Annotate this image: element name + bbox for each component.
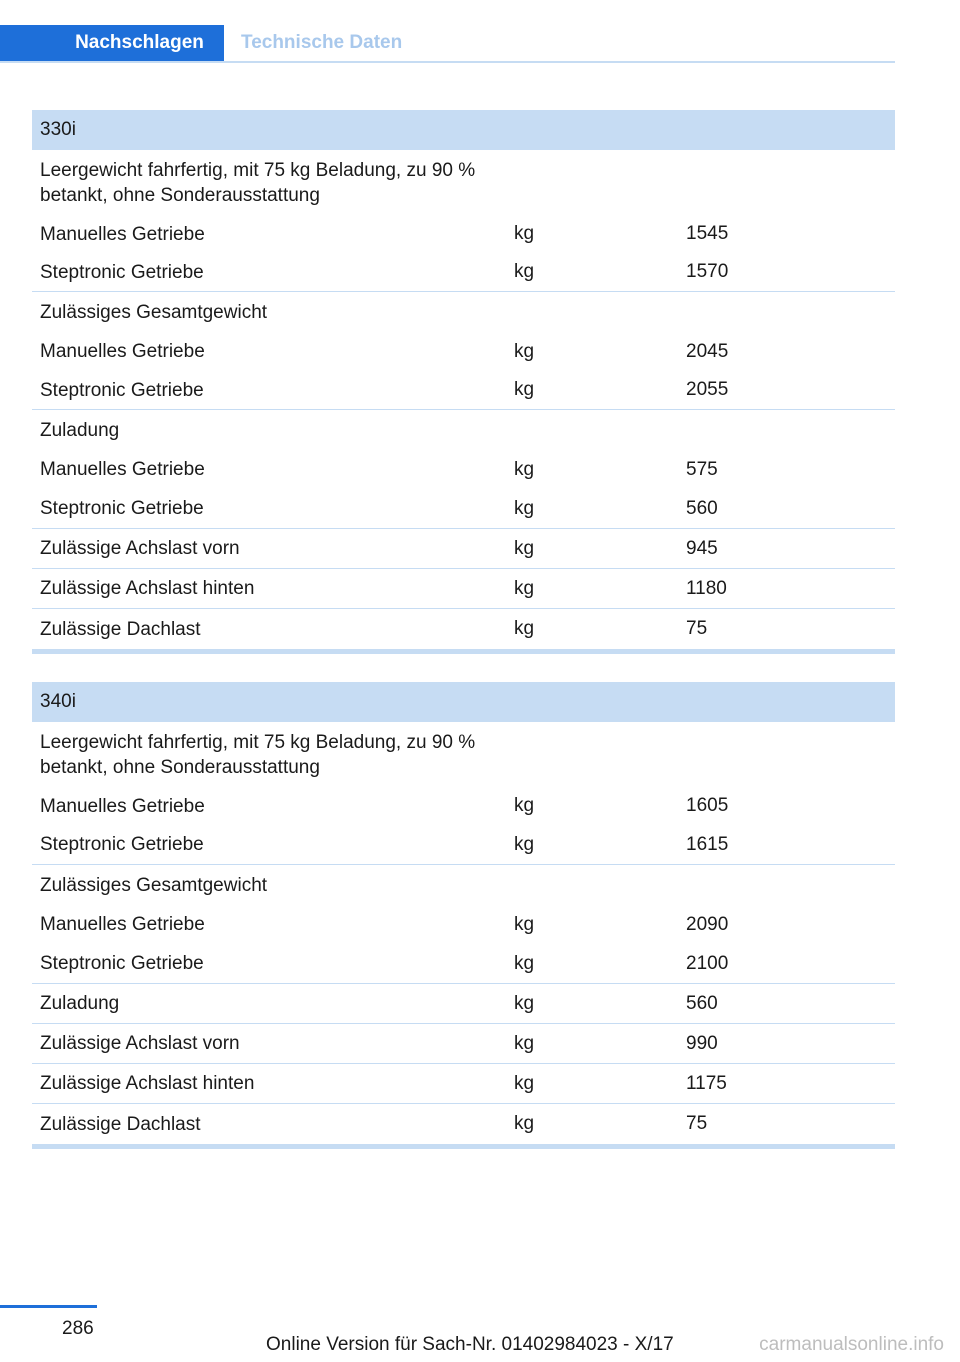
cell-label: Leergewicht fahrfertig, mit 75 kg Beladung, zu 90 % betankt, ohne Sonderausstattung — [40, 731, 476, 778]
cell-unit: kg — [514, 261, 535, 282]
cell-unit: kg — [514, 913, 535, 935]
page-number: 286 — [62, 1318, 94, 1339]
table-row — [32, 410, 895, 450]
table-bottom-rule — [32, 1144, 895, 1149]
table-row — [32, 984, 895, 1024]
cell-value: 575 — [686, 458, 718, 480]
cell-value: 75 — [686, 618, 708, 639]
table-row — [32, 292, 895, 332]
table-title: 330i — [32, 110, 895, 150]
table-row — [32, 489, 895, 529]
cell-unit: kg — [514, 795, 535, 816]
cell-value: 945 — [686, 537, 718, 559]
cell-value: 560 — [686, 497, 718, 519]
table-row — [32, 371, 895, 410]
cell-unit: kg — [514, 379, 535, 400]
cell-value: 2055 — [686, 379, 729, 400]
cell-unit: kg — [514, 1072, 535, 1094]
cell-value: 560 — [686, 992, 718, 1014]
cell-label: Zuladung — [40, 419, 120, 441]
cell-label: Steptronic Getriebe — [40, 953, 204, 974]
cell-label: Steptronic Getriebe — [40, 498, 204, 519]
cell-value: 1180 — [686, 577, 727, 599]
cell-value: 1545 — [686, 223, 729, 244]
table-row — [32, 253, 895, 292]
table-row — [32, 215, 895, 253]
cell-value: 2100 — [686, 952, 729, 974]
cell-label: Manuelles Getriebe — [40, 914, 205, 935]
cell-unit: kg — [514, 952, 535, 974]
cell-unit: kg — [514, 1032, 535, 1054]
cell-value: 2090 — [686, 913, 729, 935]
table-bottom-rule — [32, 649, 895, 654]
cell-label: Zulässige Achslast vorn — [40, 1033, 240, 1054]
cell-unit: kg — [514, 992, 535, 1014]
cell-value: 1175 — [686, 1072, 727, 1094]
cell-value: 990 — [686, 1032, 718, 1054]
cell-label: Zulässige Achslast hinten — [40, 1073, 255, 1094]
cell-unit: kg — [514, 833, 535, 855]
table-row — [32, 1104, 895, 1144]
table-row — [32, 787, 895, 825]
cell-unit: kg — [514, 458, 535, 480]
table-row — [32, 825, 895, 865]
cell-unit: kg — [514, 1113, 535, 1134]
tab-nachschlagen[interactable]: Nachschlagen — [0, 25, 224, 61]
cell-label: Manuelles Getriebe — [40, 341, 205, 362]
cell-label: Zulässiges Gesamtgewicht — [40, 301, 268, 323]
cell-label: Manuelles Getriebe — [40, 459, 205, 480]
cell-label: Manuelles Getriebe — [40, 223, 205, 245]
cell-label: Zulässige Achslast vorn — [40, 538, 240, 559]
cell-unit: kg — [514, 618, 535, 639]
table-row — [32, 905, 895, 944]
footer-rule — [0, 1305, 97, 1308]
table-row — [32, 529, 895, 569]
table-row — [32, 150, 895, 215]
cell-value: 1615 — [686, 833, 729, 855]
table-row — [32, 865, 895, 905]
spec-table-330i — [32, 110, 895, 654]
cell-label: Leergewicht fahrfertig, mit 75 kg Beladung, zu 90 % betankt, ohne Sonderausstattung — [40, 159, 476, 206]
table-row — [32, 450, 895, 489]
tab-technische-daten[interactable]: Technische Daten — [241, 32, 403, 53]
cell-value: 2045 — [686, 340, 729, 362]
table-title: 340i — [32, 682, 895, 722]
watermark: carmanualsonline.info — [759, 1334, 944, 1355]
cell-label: Steptronic Getriebe — [40, 261, 204, 283]
cell-label: Zulässige Achslast hinten — [40, 578, 255, 599]
header-bar — [0, 25, 895, 63]
cell-label: Steptronic Getriebe — [40, 834, 204, 855]
table-row — [32, 1064, 895, 1104]
table-row — [32, 722, 895, 787]
spec-table-340i — [32, 682, 895, 1149]
cell-label: Zulässiges Gesamtgewicht — [40, 874, 268, 896]
cell-label: Zulässige Dachlast — [40, 1113, 201, 1135]
table-row — [32, 1024, 895, 1064]
cell-label: Manuelles Getriebe — [40, 795, 205, 817]
cell-unit: kg — [514, 340, 535, 362]
cell-value: 1605 — [686, 795, 729, 816]
cell-unit: kg — [514, 497, 535, 519]
cell-value: 75 — [686, 1113, 708, 1134]
table-row — [32, 569, 895, 609]
table-row — [32, 944, 895, 984]
cell-value: 1570 — [686, 261, 729, 282]
table-row — [32, 609, 895, 649]
footer-text: Online Version für Sach-Nr. 01402984023 - X/17 — [266, 1334, 674, 1355]
table-row — [32, 332, 895, 371]
cell-label: Steptronic Getriebe — [40, 379, 204, 401]
cell-unit: kg — [514, 577, 535, 599]
cell-label: Zuladung — [40, 993, 120, 1014]
cell-unit: kg — [514, 223, 535, 244]
cell-label: Zulässige Dachlast — [40, 618, 201, 640]
cell-unit: kg — [514, 537, 535, 559]
